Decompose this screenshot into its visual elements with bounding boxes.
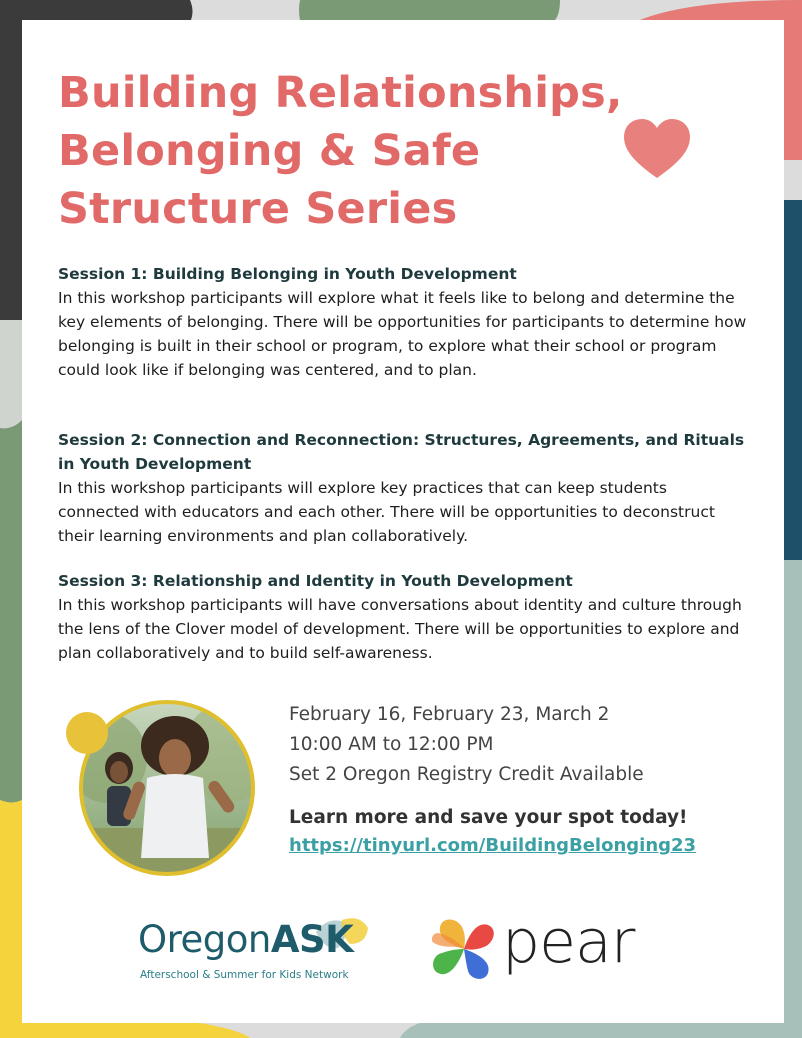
green-shape-top xyxy=(299,0,560,20)
decorative-yellow-dot xyxy=(66,712,108,754)
session-1-heading: Session 1: Building Belonging in Youth Development xyxy=(58,265,517,283)
session-2 xyxy=(58,428,748,548)
event-details xyxy=(289,700,644,790)
session-1 xyxy=(58,262,748,382)
event-credit: Set 2 Oregon Registry Credit Available xyxy=(289,764,644,785)
title-line-3: Structure Series xyxy=(58,184,458,234)
pear-logo xyxy=(430,907,640,983)
title-line-1: Building Relationships, xyxy=(58,68,623,118)
green-shape-left xyxy=(0,420,22,803)
heart-icon xyxy=(622,118,692,180)
clover-icon xyxy=(430,915,498,983)
yellow-shape-left xyxy=(0,800,22,1038)
oregon-ask-logo xyxy=(138,914,403,990)
oregon-ask-wordmark xyxy=(138,918,353,962)
sage-shape-right xyxy=(784,560,802,1038)
session-3 xyxy=(58,569,748,665)
session-3-heading: Session 3: Relationship and Identity in Youth Development xyxy=(58,572,573,590)
event-time: 10:00 AM to 12:00 PM xyxy=(289,734,494,755)
registration-link[interactable]: https://tinyurl.com/BuildingBelonging23 xyxy=(289,835,697,856)
navy-shape-right xyxy=(784,200,802,560)
flyer-title xyxy=(58,64,658,238)
title-line-2: Belonging & Safe xyxy=(58,126,481,176)
pear-wordmark: pear xyxy=(502,907,635,977)
session-2-description: In this workshop participants will explore key practices that can keep students connected with educators and each other. There will be opportunities to deconstruct their learning environments and plan collaboratively. xyxy=(58,479,715,545)
event-dates: February 16, February 23, March 2 xyxy=(289,704,610,725)
call-to-action: Learn more and save your spot today! xyxy=(289,807,688,828)
oregon-ask-tagline: Afterschool & Summer for Kids Network xyxy=(140,969,349,981)
oregon-word: Oregon xyxy=(138,918,271,961)
session-3-description: In this workshop participants will have conversations about identity and culture through the lens of the Clover model of development. There will be opportunities to explore and plan collaboratively and to build self-awareness. xyxy=(58,596,742,662)
ask-word: ASK xyxy=(270,918,354,961)
session-2-heading: Session 2: Connection and Reconnection: Structures, Agreements, and Rituals in Youth Development xyxy=(58,431,745,473)
session-1-description: In this workshop participants will explore what it feels like to belong and determine the key elements of belonging. There will be opportunities for participants to determine how belonging is built in their school or program, to explore what their school or program could look like if belonging was centered, and to plan. xyxy=(58,289,747,379)
